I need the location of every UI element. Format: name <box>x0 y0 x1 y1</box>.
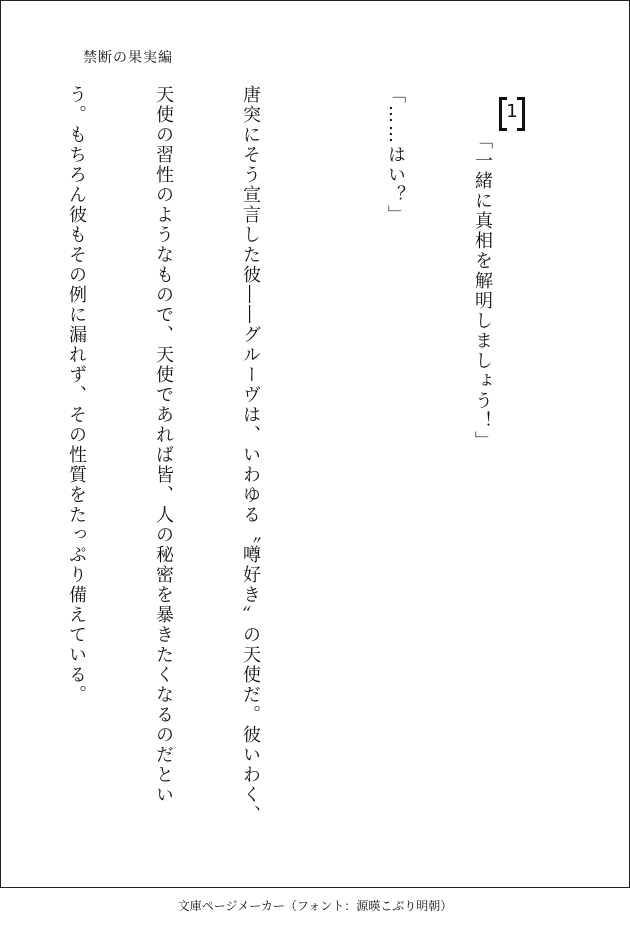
footer-credit: 文庫ページメーカー（フォント：源暎こぶり明朝） <box>177 899 453 913</box>
text-line: 唐突にそう宣言した彼――グルーヴは、いわゆる〝噂好き〟の天使だ。彼いわく、 <box>240 85 261 825</box>
text-line: う。もちろん彼もその例に漏れず、その性質をたっぷり備えている。 <box>66 85 87 705</box>
book-title: 禁断の果実編 <box>83 50 173 66</box>
vertical-text-body <box>0 85 555 865</box>
text-line: 「……はい？」 <box>385 85 406 225</box>
text-line: 天使の習性のようなもので、天使であれば皆、人の秘密を暴きたくなるのだとい <box>153 85 174 805</box>
text-line: 「一緒に真相を解明しましょう！」 <box>472 131 493 451</box>
text-line <box>0 85 4 865</box>
chapter-number: 1 <box>501 97 523 127</box>
